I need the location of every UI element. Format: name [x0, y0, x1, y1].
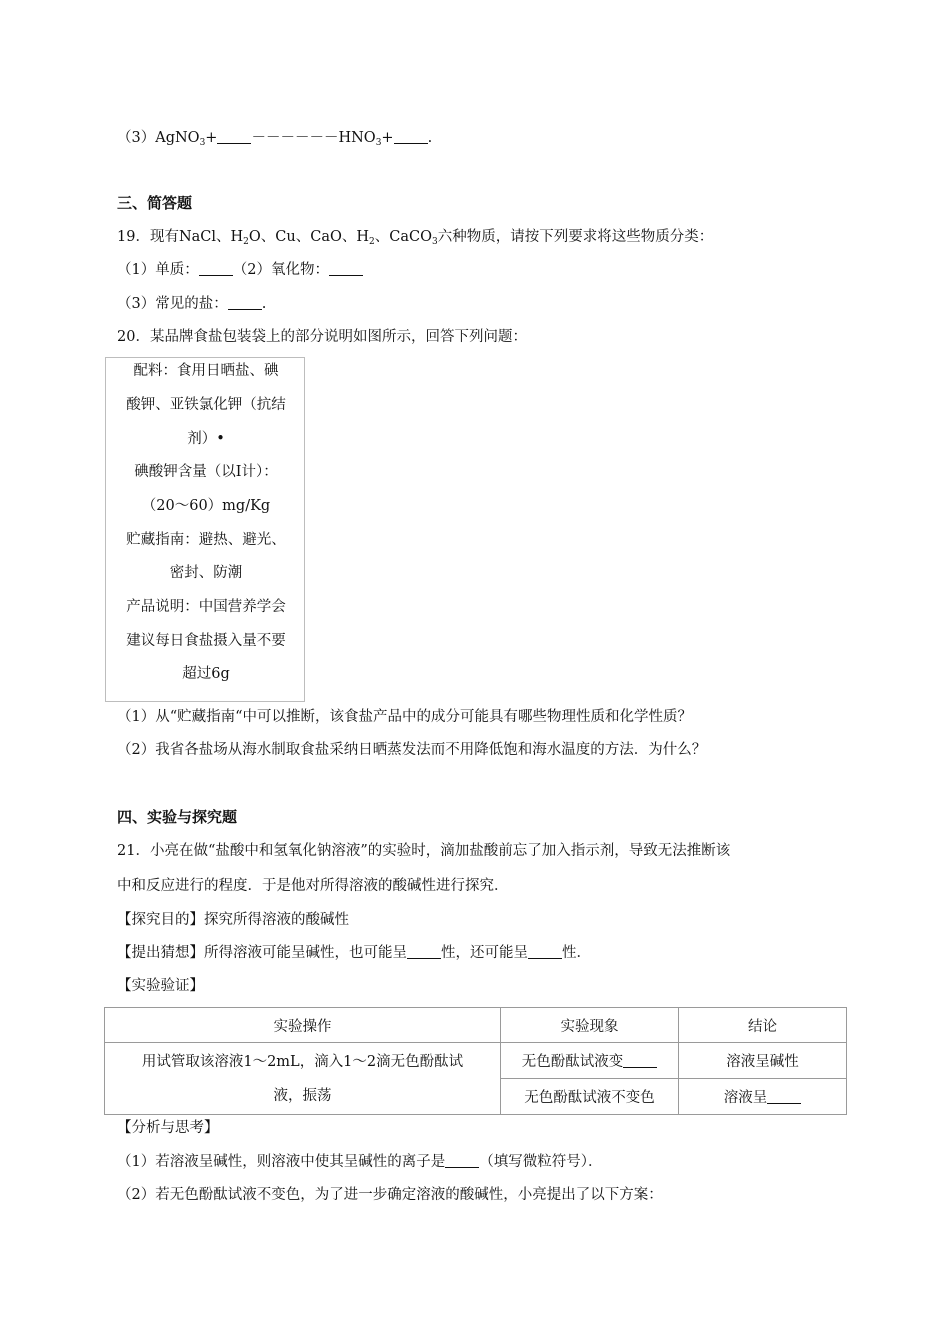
- label-line: 配料：食用日晒盐、碘: [133, 363, 279, 379]
- table-cell-phenomenon: 无色酚酞试液变: [501, 1043, 679, 1079]
- section-title: 三、简答题: [117, 194, 193, 212]
- table-header: 结论: [679, 1008, 847, 1043]
- answer-blank[interactable]: [528, 944, 562, 959]
- q20-stem: 20．某品牌食盐包装袋上的部分说明如图所示，回答下列问题：: [117, 329, 527, 345]
- answer-blank[interactable]: [767, 1089, 801, 1104]
- label-line: 贮藏指南：避热、避光、: [126, 532, 286, 548]
- label-line: 建议每日食盐摄入量不要: [126, 633, 286, 649]
- answer-blank[interactable]: [394, 129, 428, 144]
- section-title: 四、实验与探究题: [117, 808, 238, 826]
- label-line: 密封、防潮: [169, 565, 243, 581]
- q21-analysis-1: （1）若溶液呈碱性，则溶液中使其呈碱性的离子是 （填写微粒符号）．: [117, 1154, 603, 1170]
- q21-analysis: 【分析与思考】: [117, 1120, 219, 1136]
- table-cell-phenomenon: 无色酚酞试液不变色: [501, 1079, 679, 1115]
- table-header: 实验操作: [105, 1008, 501, 1043]
- q21-verify: 【实验验证】: [117, 978, 204, 994]
- label-line: 超过6g: [182, 666, 230, 682]
- q19-stem: 19．现有NaCl、$H_2O$、Cu、CaO、$H_2$、CaCO$_3$六种物质，请按下列要求将这些物质分类：: [117, 229, 714, 247]
- answer-blank[interactable]: [407, 944, 441, 959]
- table-header-row: [105, 1008, 847, 1043]
- q20-sub1: （1）从“贮藏指南“中可以推断，该食盐产品中的成分可能具有哪些物理性质和化学性质？: [117, 709, 693, 725]
- salt-package-label: [105, 357, 305, 702]
- answer-blank[interactable]: [445, 1153, 479, 1168]
- answer-blank[interactable]: [623, 1053, 657, 1068]
- q21-purpose: 【探究目的】探究所得溶液的酸碱性: [117, 912, 349, 928]
- label-line: 剂）•: [187, 431, 225, 447]
- q20-sub2: （2）我省各盐场从海水制取食盐采纳日晒蒸发法而不用降低饱和海水温度的方法．为什么？: [117, 742, 707, 758]
- experiment-table: [104, 1007, 847, 1115]
- table-cell-conclusion: 溶液呈碱性: [679, 1043, 847, 1079]
- answer-blank[interactable]: [329, 261, 363, 276]
- table-cell-conclusion: 溶液呈: [679, 1079, 847, 1115]
- table-cell-operation: 用试管取该溶液1～2mL，滴入1～2滴无色酚酞试 液，振荡: [105, 1043, 501, 1115]
- q19-part-3: （3）常见的盐： .: [117, 296, 267, 312]
- q18-item3: （3）AgNO$_3$+ $------HNO_3+$ .: [117, 130, 433, 148]
- q21-stem-line1: 21．小亮在做“盐酸中和氢氧化钠溶液”的实验时，滴加盐酸前忘了加入指示剂，导致无法推断该: [117, 843, 731, 859]
- label-line: 产品说明：中国营养学会: [126, 599, 286, 615]
- table-header: 实验现象: [501, 1008, 679, 1043]
- q19-parts-1-2: （1）单质： （2）氧化物：: [117, 260, 363, 280]
- q21-guess: 【提出猜想】所得溶液可能呈碱性，也可能呈 性，还可能呈 性．: [117, 945, 591, 961]
- label-line: 酸钾、亚铁氯化钾（抗结: [126, 397, 286, 413]
- table-row: [105, 1043, 847, 1079]
- answer-blank[interactable]: [228, 295, 262, 310]
- q21-analysis-2: （2）若无色酚酞试液不变色，为了进一步确定溶液的酸碱性，小亮提出了以下方案：: [117, 1187, 663, 1203]
- label-line: （20～60）mg/Kg: [141, 498, 271, 514]
- answer-blank[interactable]: [217, 129, 251, 144]
- label-line: 碘酸钾含量（以Ⅰ计）：: [134, 464, 278, 480]
- q21-stem-line2: 中和反应进行的程度．于是他对所得溶液的酸碱性进行探究．: [117, 878, 509, 894]
- answer-blank[interactable]: [199, 261, 233, 276]
